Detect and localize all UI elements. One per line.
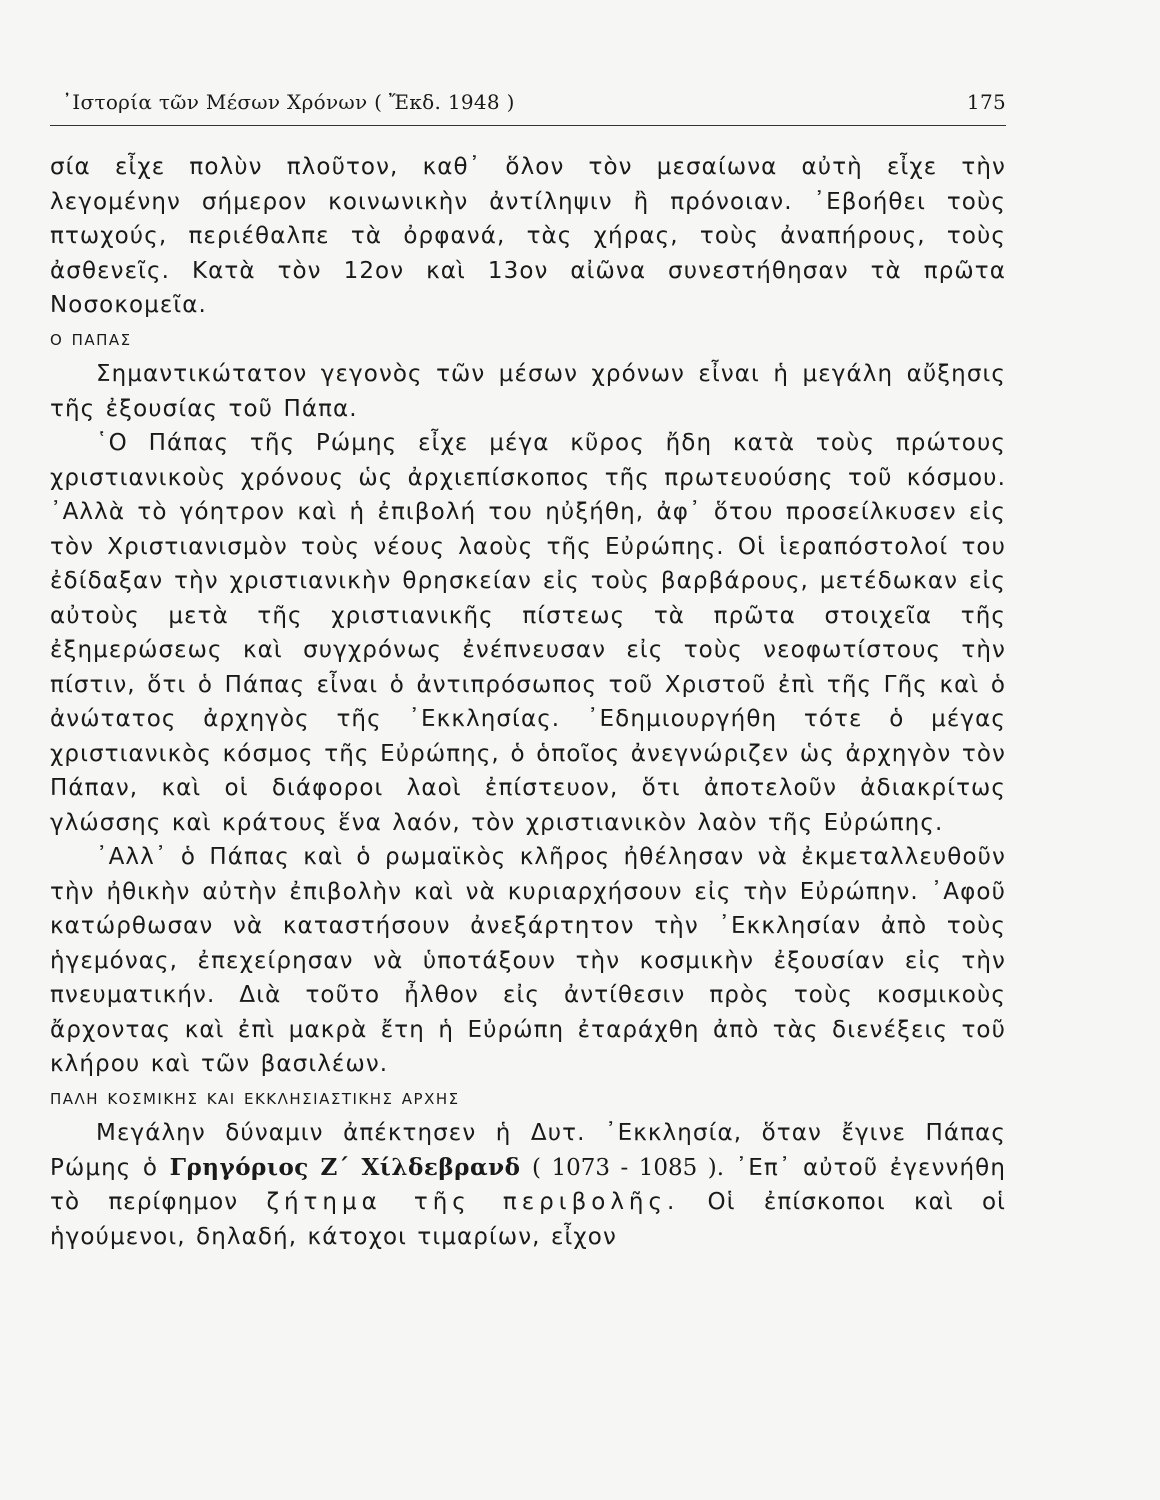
person-name: Γρηγόριος Ζ΄ Χίλδεβρανδ <box>169 1153 521 1181</box>
reign-years: ( 1073 - 1085 ). <box>532 1154 725 1181</box>
section-heading-pope: Ο ΠΑΠΑΣ <box>50 330 132 349</box>
paragraph <box>50 1116 1006 1254</box>
paragraph-text: ᾿Επ᾿ αὐτοῦ ἐγεννήθη τὸ περίφημον <box>50 1154 1006 1215</box>
paragraph: ῾Ο Πάπας τῆς Ρώμης εἶχε μέγα κῦρος ἤδη κατὰ τοὺς πρώτους χριστιανικοὺς χρόνους ὡς ἀρχιεπίσκοπος τῆς πρωτευούσης τοῦ κόσμου. ᾿Αλλὰ τὸ γόητρον καὶ ἡ ἐπιβολή του ηὐξήθη, ἀφ᾿ ὅτου προσείλκυσεν εἰς τὸν Χριστιανισμὸν τοὺς νέους λαοὺς τῆς Εὐρώπης. Οἱ ἱεραπόστολοί του ἐδίδαξαν τὴν χριστιανικὴν θρησκείαν εἰς τοὺς βαρβάρους, μετέδωκαν εἰς αὐτοὺς μετὰ τῆς χριστιανικῆς πίστεως τὰ πρῶτα στοιχεῖα τῆς ἐξημερώσεως καὶ συγχρόνως ἐνέπνευσαν εἰς τοὺς νεοφωτίστους τὴν πίστιν, ὅτι ὁ Πάπας εἶναι ὁ ἀντιπρόσωπος τοῦ Χριστοῦ ἐπὶ τῆς Γῆς καὶ ὁ ἀνώτατος ἀρχηγὸς τῆς ᾿Εκκλησίας. ᾿Εδημιουργήθη τότε ὁ μέγας χριστιανικὸς κόσμος τῆς Εὐρώπης, ὁ ὁποῖος ἀνεγνώριζεν ὡς ἀρχηγὸν τὸν Πάπαν, καὶ οἱ διάφοροι λαοὶ ἐπίστευον, ὅτι ἀποτελοῦν ἀδιακρίτως γλώσσης καὶ κράτους ἕνα λαόν, τὸν χριστιανικὸν λαὸν τῆς Εὐρώπης. <box>50 430 1006 836</box>
paragraph: Σημαντικώτατον γεγονὸς τῶν μέσων χρόνων εἶναι ἡ μεγάλη αὔξησις τῆς ἐξουσίας τοῦ Πάπα. <box>50 361 1006 422</box>
spaced-term: ζήτημα τῆς περιβολῆς. <box>266 1189 680 1215</box>
header-rule <box>50 125 1006 126</box>
body-text <box>50 150 1006 1254</box>
paragraph-continued: σία εἶχε πολὺν πλοῦτον, καθ᾿ ὅλον τὸν μεσαίωνα αὐτὴ εἶχε τὴν λεγομένην σήμερον κοινωνικὴν ἀντίληψιν ἢ πρόνοιαν. ᾿Εβοήθει τοὺς πτωχούς, περιέθαλπε τὰ ὀρφανά, τὰς χήρας, τοὺς ἀναπήρους, τοὺς ἀσθενεῖς. Κατὰ τὸν 12ον καὶ 13ον αἰῶνα συνεστήθησαν τὰ πρῶτα Νοσοκομεῖα. <box>50 154 1006 318</box>
paragraph: ᾿Αλλ᾿ ὁ Πάπας καὶ ὁ ρωμαϊκὸς κλῆρος ἠθέλησαν νὰ ἐκμεταλλευθοῦν τὴν ἠθικὴν αὐτὴν ἐπιβολὴν καὶ νὰ κυριαρχήσουν εἰς τὴν Εὐρώπην. ᾿Αφοῦ κατώρθωσαν νὰ καταστήσουν ἀνεξάρτητον τὴν ᾿Εκκλησίαν ἀπὸ τοὺς ἡγεμόνας, ἐπεχείρησαν νὰ ὑποτάξουν τὴν κοσμικὴν ἐξουσίαν εἰς τὴν πνευματικήν. Διὰ τοῦτο ἦλθον εἰς ἀντίθεσιν πρὸς τοὺς κοσμικοὺς ἄρχοντας καὶ ἐπὶ μακρὰ ἔτη ἡ Εὐρώπη ἐταράχθη ἀπὸ τὰς διενέξεις τοῦ κλήρου καὶ τῶν βασιλέων. <box>50 844 1006 1077</box>
paragraph-text: Μεγάλην δύναμιν ἀπέκτησεν ἡ Δυτ. ᾿Εκκλησία, ὅταν ἔγινε Πάπας Ρώμης ὁ <box>50 1120 1006 1181</box>
section-heading-struggle: ΠΑΛΗ ΚΟΣΜΙΚΗΣ ΚΑΙ ΕΚΚΛΗΣΙΑΣΤΙΚΗΣ ΑΡΧΗΣ <box>50 1089 460 1108</box>
paragraph-text: Οἱ ἐπίσκοποι καὶ οἱ ἡγούμενοι, δηλαδή, κάτοχοι τιμαρίων, εἶχον <box>50 1189 1007 1250</box>
page-number: 175 <box>966 90 1006 114</box>
running-head <box>62 90 1006 124</box>
running-head-title: ᾿Ιστορία τῶν Μέσων Χρόνων ( Ἔκδ. 1948 ) <box>62 90 515 114</box>
